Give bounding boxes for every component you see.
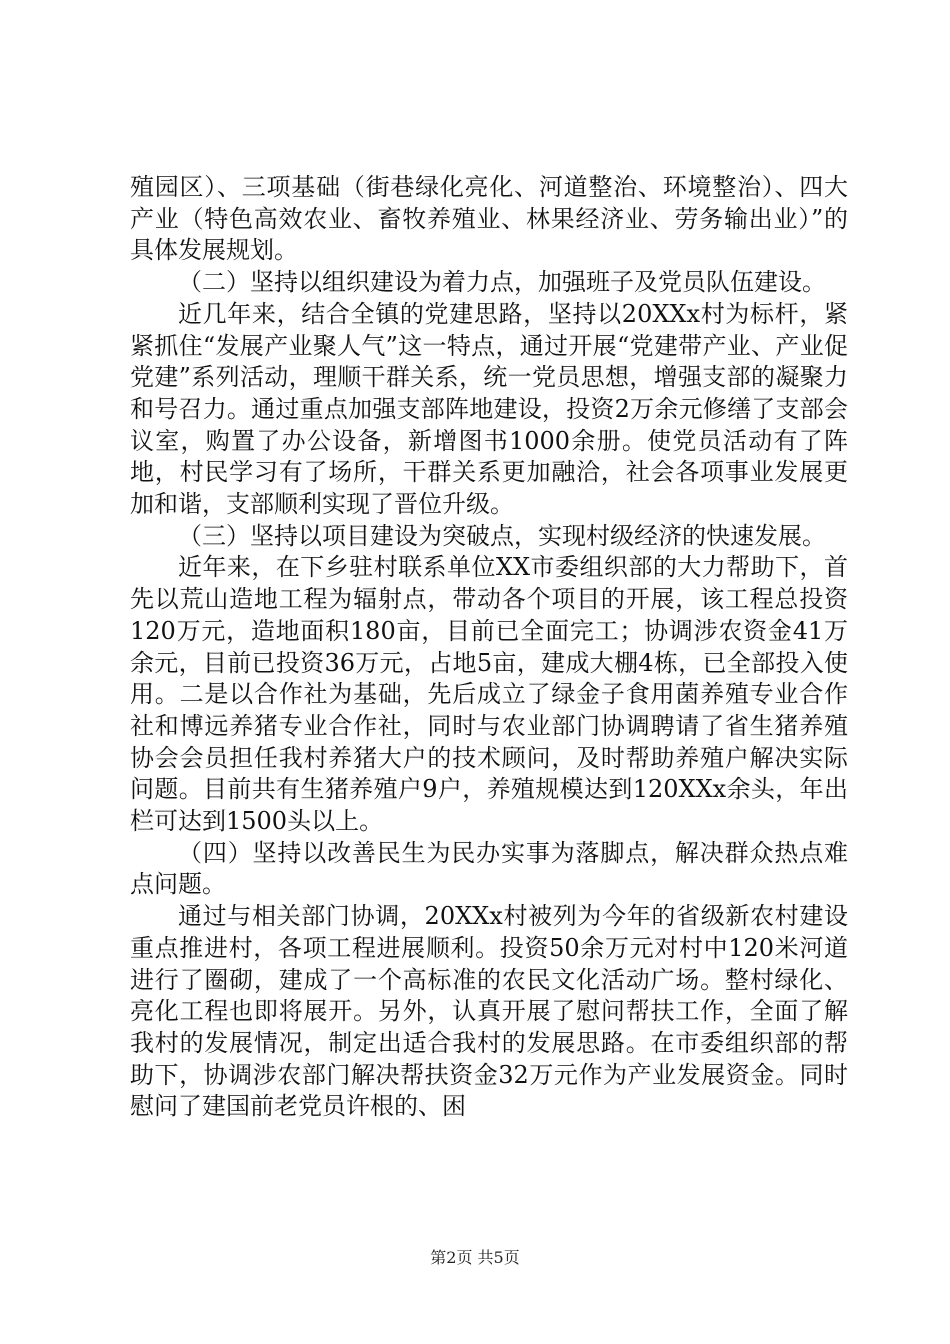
paragraph-party-building: 近几年来，结合全镇的党建思路，坚持以20XXx村为标杆，紧紧抓住“发展产业聚人气”这一特点，通过开展“党建带产业、产业促党建”系列活动，理顺干群关系，统一党员思想，增强支部的凝聚力和号召力。通过重点加强支部阵地建设，投资2万余元修缮了支部会议室，购置了办公设备，新增图书1000余册。使党员活动有了阵地，村民学习有了场所，干群关系更加融洽，社会各项事业发展更加和谐，支部顺利实现了晋位升级。 (130, 299, 848, 519)
section-heading-2: （二）坚持以组织建设为着力点，加强班子及党员队伍建设。 (178, 268, 826, 297)
paragraph-livelihood: 通过与相关部门协调，20XXx村被列为今年的省级新农村建设重点推进村，各项工程进展顺利。投资50余万元对村中120米河道进行了圈砌，建成了一个高标准的农民文化活动广场。整村绿化、亮化工程也即将展开。另外，认真开展了慰问帮扶工作，全面了解我村的发展情况，制定出适合我村的发展思路。在市委组织部的帮助下，协调涉农部门解决帮扶资金32万元作为产业发展资金。同时慰问了建国前老党员许根的、困 (130, 902, 848, 1121)
page-number-footer: 第2页 共5页 (430, 1248, 520, 1267)
section-heading-3: （三）坚持以项目建设为突破点，实现村级经济的快速发展。 (178, 521, 826, 550)
paragraph-continuation: 殖园区）、三项基础（街巷绿化亮化、河道整治、环境整治）、四大产业（特色高效农业、畜牧养殖业、林果经济业、劳务输出业）”的具体发展规划。 (130, 173, 848, 265)
paragraph-projects: 近年来，在下乡驻村联系单位XX市委组织部的大力帮助下，首先以荒山造地工程为辐射点，带动各个项目的开展，该工程总投资120万元，造地面积180亩，目前已全面完工；协调涉农资金41万余元，目前已投资36万元，占地5亩，建成大棚4栋，已全部投入使用。二是以合作社为基础，先后成立了绿金子食用菌养殖专业合作社和博远养猪专业合作社，同时与农业部门协调聘请了省生猪养殖协会会员担任我村养猪大户的技术顾问，及时帮助养殖户解决实际问题。目前共有生猪养殖户9户，养殖规模达到120XXx余头，年出栏可达到1500头以上。 (130, 553, 848, 836)
document-body (130, 172, 848, 1123)
section-heading-4: （四）坚持以改善民生为民办实事为落脚点，解决群众热点难点问题。 (130, 838, 848, 899)
